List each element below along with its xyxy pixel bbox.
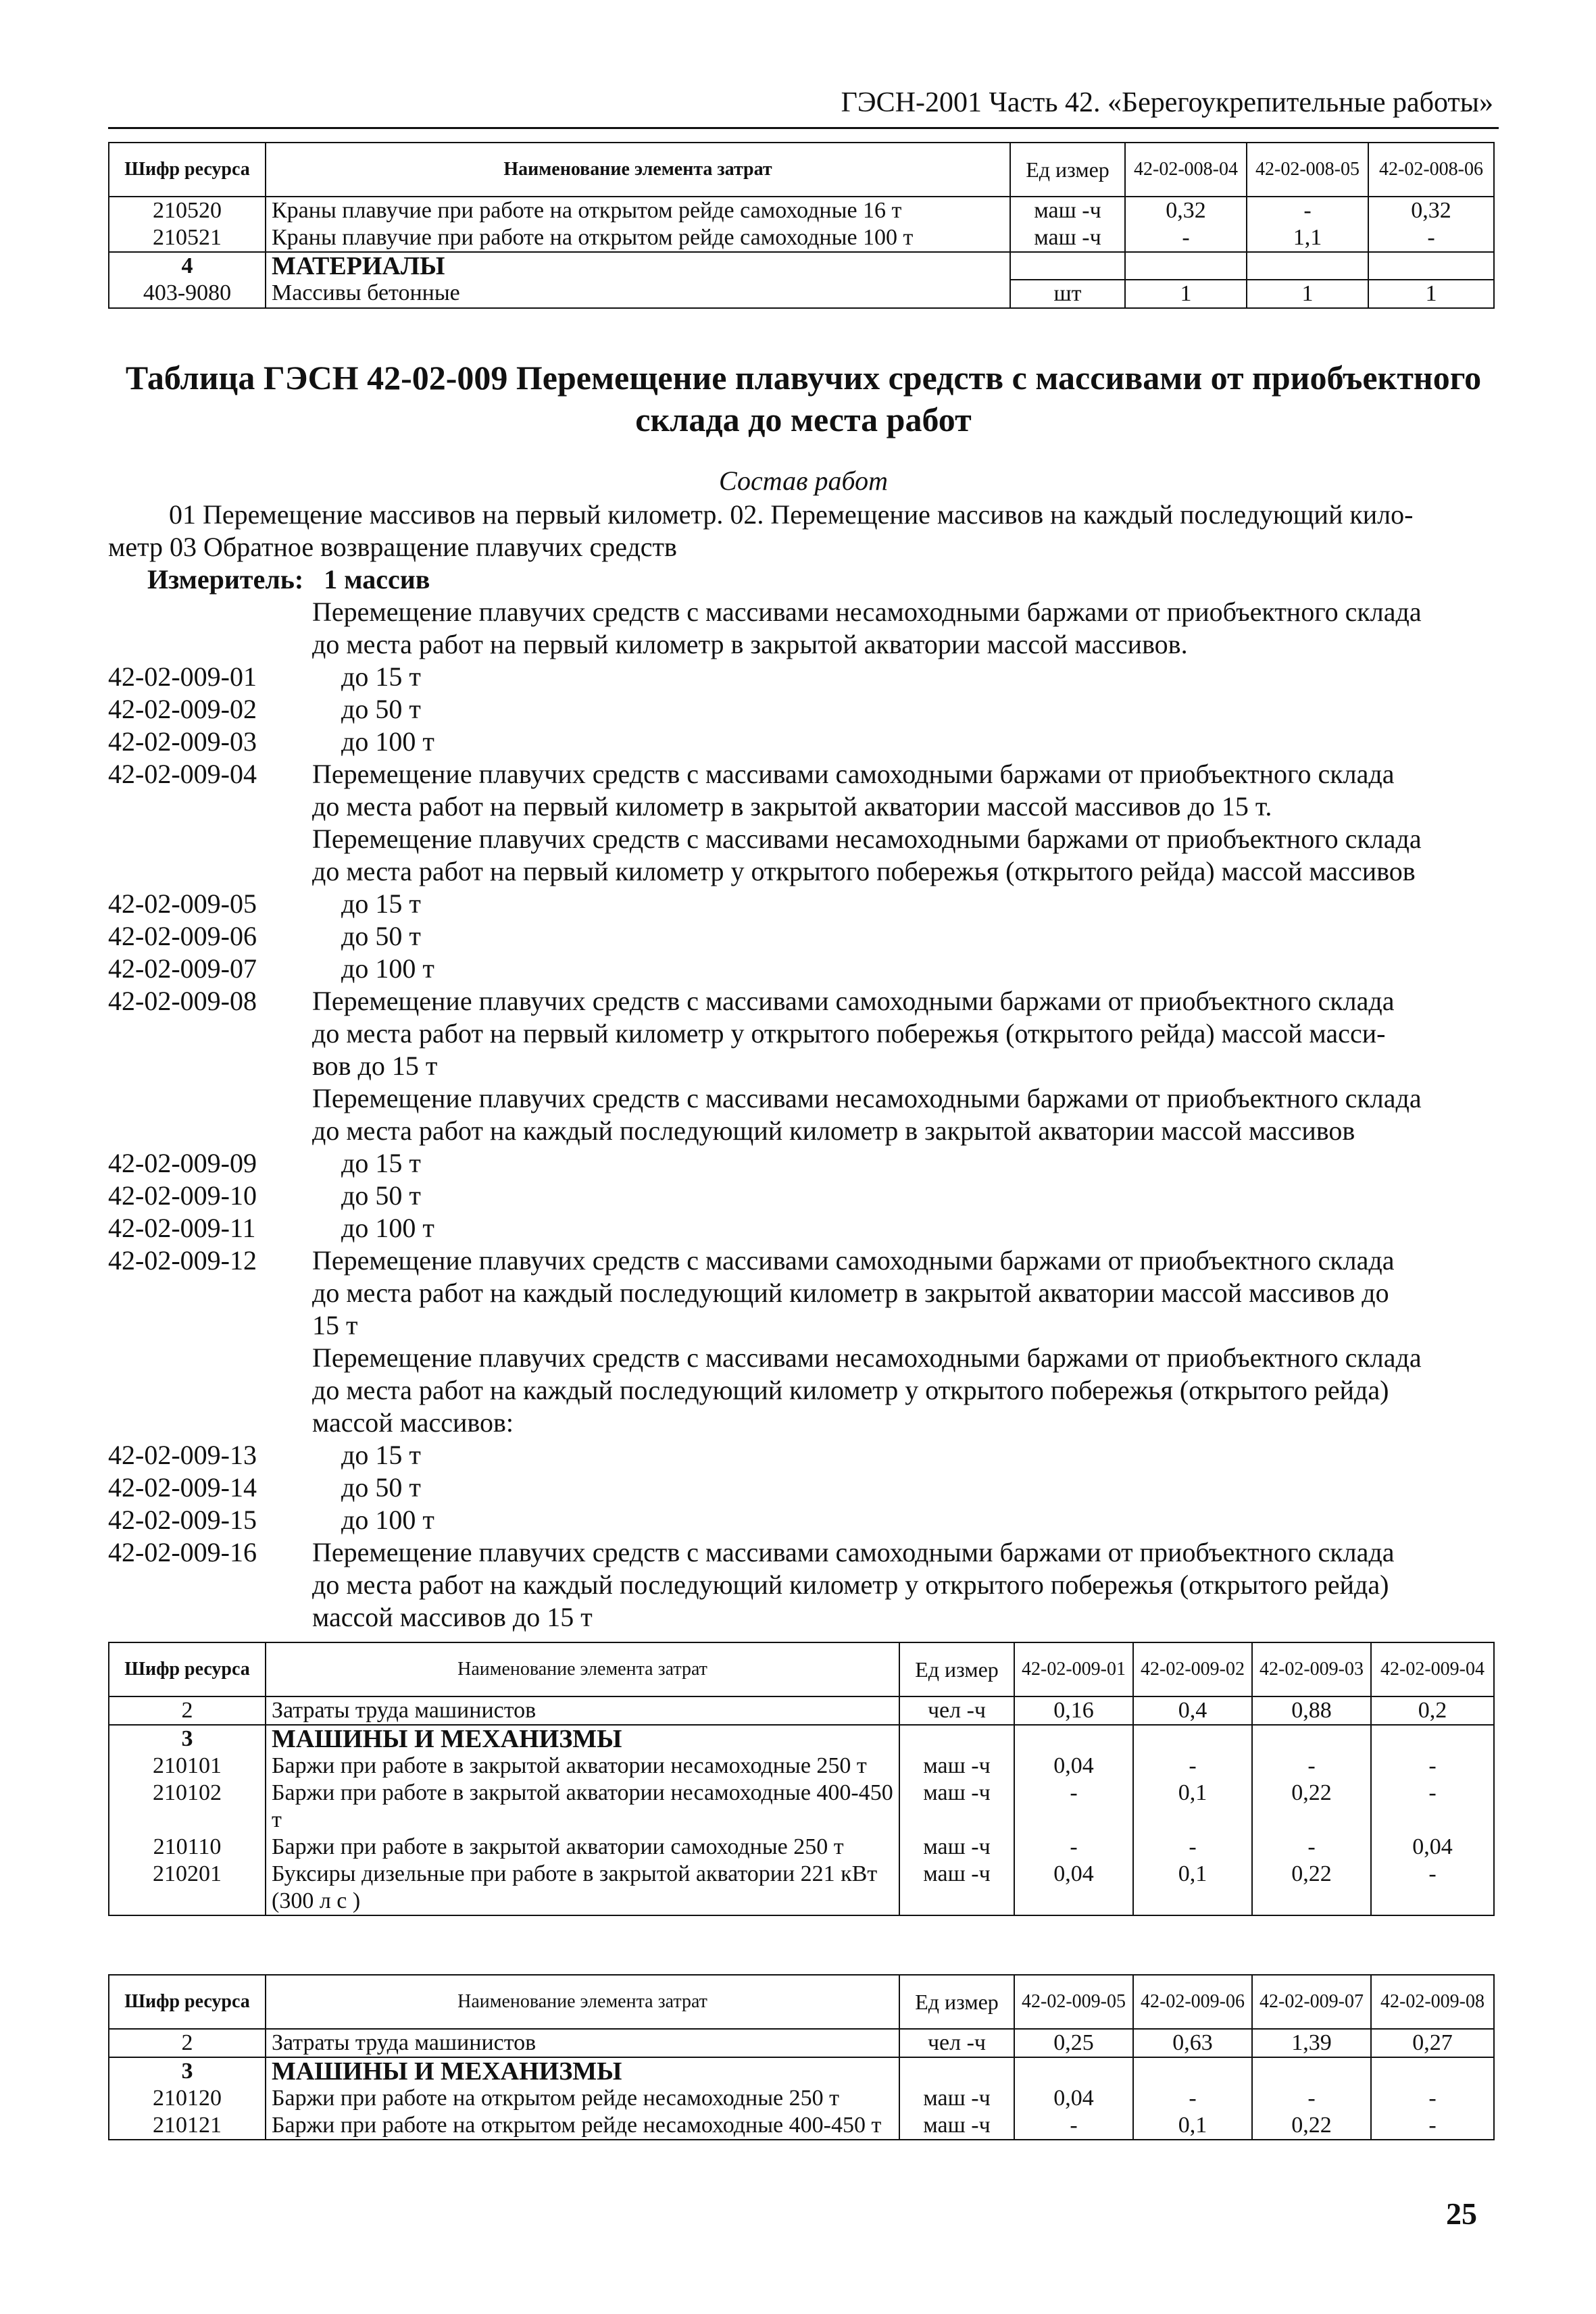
cell-code: 2	[109, 1696, 266, 1725]
item-code: 42-02-009-05	[108, 888, 257, 919]
cell-value: 0,4	[1133, 1696, 1252, 1725]
cell-unit: маш -ч	[899, 1753, 1014, 1780]
cell-code: 3	[109, 1725, 266, 1753]
cell-value: -	[1133, 1753, 1252, 1780]
item-mass: до 100 т	[341, 1213, 434, 1243]
work-composition-line: 01 Перемещение массивов на первый километр. 02. Перемещение массивов на каждый последующий кило-	[169, 499, 1414, 530]
item-mass: до 50 т	[341, 1180, 421, 1211]
item-mass: до 15 т	[341, 888, 421, 919]
cell-value: 0,04	[1014, 2085, 1133, 2112]
running-header: ГЭСН-2001 Часть 42. «Берегоукрепительные работы»	[841, 87, 1493, 118]
cell-value: -	[1371, 2112, 1494, 2140]
cell-unit: маш -ч	[899, 2085, 1014, 2112]
cell-name: Краны плавучие при работе на открытом рейде самоходные 16 т	[266, 197, 1010, 224]
cell-value: 0,63	[1133, 2029, 1252, 2057]
cell-value: -	[1247, 197, 1368, 224]
col-header-norm: 42-02-009-08	[1371, 1975, 1494, 2029]
item-description: массой массивов до 15 т	[312, 1602, 593, 1632]
cell-name: Буксиры дизельные при работе в закрытой акватории 221 кВт (300 л с )	[266, 1861, 899, 1915]
item-description: Перемещение плавучих средств с массивами самоходными баржами от приобъектного склада	[312, 1537, 1395, 1567]
cell-value: 1	[1125, 280, 1247, 308]
col-header-code: Шифр ресурса	[109, 1642, 266, 1696]
cell-unit: маш -ч	[899, 1834, 1014, 1861]
col-header-name: Наименование элемента затрат	[266, 1975, 899, 2029]
item-description: до места работ на первый километр в закрытой акватории массой массивов до 15 т.	[312, 791, 1272, 822]
col-header-code: Шифр ресурса	[109, 143, 266, 197]
item-mass: до 50 т	[341, 1472, 421, 1503]
section-heading: МАШИНЫ И МЕХАНИЗМЫ	[266, 2057, 899, 2085]
item-description: Перемещение плавучих средств с массивами самоходными баржами от приобъектного склада	[312, 1245, 1395, 1276]
cell-value: -	[1371, 1780, 1494, 1834]
cell-value: 0,22	[1252, 1780, 1371, 1834]
item-mass: до 100 т	[341, 953, 434, 984]
col-header-code: Шифр ресурса	[109, 1975, 266, 2029]
col-header-norm: 42-02-009-05	[1014, 1975, 1133, 2029]
col-header-name: Наименование элемента затрат	[266, 143, 1010, 197]
item-description: Перемещение плавучих средств с массивами несамоходными баржами от приобъектного склада	[312, 824, 1422, 854]
cell-value: -	[1014, 1834, 1133, 1861]
item-description: Перемещение плавучих средств с массивами несамоходными баржами от приобъектного склада	[312, 597, 1422, 627]
item-code: 42-02-009-15	[108, 1505, 257, 1535]
cell-value: 0,04	[1014, 1753, 1133, 1780]
col-header-norm: 42-02-009-02	[1133, 1642, 1252, 1696]
item-code: 42-02-009-03	[108, 726, 257, 757]
item-code: 42-02-009-06	[108, 921, 257, 951]
item-mass: до 15 т	[341, 1440, 421, 1470]
cell-unit: маш -ч	[1010, 224, 1125, 252]
cell-name: Баржи при работе в закрытой акватории самоходные 250 т	[266, 1834, 899, 1861]
col-header-unit: Ед измер	[1010, 143, 1125, 197]
cell-value: 0,04	[1014, 1861, 1133, 1915]
cell-name: Баржи при работе на открытом рейде несамоходные 400-450 т	[266, 2112, 899, 2140]
resource-table-009-01-04	[108, 1642, 1495, 1916]
col-header-unit: Ед измер	[899, 1975, 1014, 2029]
work-composition-heading: Состав работ	[719, 466, 888, 496]
cell-value: 1,1	[1247, 224, 1368, 252]
cell-value: -	[1368, 224, 1494, 252]
resource-table-008	[108, 142, 1495, 309]
cell-value: 0,25	[1014, 2029, 1133, 2057]
item-description: массой массивов:	[312, 1407, 514, 1438]
cell-value: 0,22	[1252, 1861, 1371, 1915]
cell-value: -	[1252, 1834, 1371, 1861]
cell-value: 0,22	[1252, 2112, 1371, 2140]
work-composition-line: метр 03 Обратное возвращение плавучих средств	[108, 532, 677, 562]
cell-value: -	[1252, 1753, 1371, 1780]
table-title-line: Таблица ГЭСН 42-02-009 Перемещение плавучих средств с массивами от приобъектного	[125, 359, 1482, 397]
item-mass: до 15 т	[341, 1148, 421, 1178]
cell-value: 1,39	[1252, 2029, 1371, 2057]
cell-code: 4	[109, 252, 266, 280]
meter-value: 1 массив	[324, 564, 430, 595]
cell-value: -	[1252, 2085, 1371, 2112]
cell-unit: маш -ч	[1010, 197, 1125, 224]
cell-code: 210201	[109, 1861, 266, 1915]
cell-value: -	[1014, 1780, 1133, 1834]
col-header-norm: 42-02-008-05	[1247, 143, 1368, 197]
item-mass: до 100 т	[341, 726, 434, 757]
cell-value: 0,04	[1371, 1834, 1494, 1861]
item-code: 42-02-009-07	[108, 953, 257, 984]
col-header-unit: Ед измер	[899, 1642, 1014, 1696]
cell-code: 210120	[109, 2085, 266, 2112]
col-header-norm: 42-02-009-06	[1133, 1975, 1252, 2029]
item-mass: до 50 т	[341, 694, 421, 724]
cell-code: 210110	[109, 1834, 266, 1861]
cell-name: Затраты труда машинистов	[266, 1696, 899, 1725]
item-mass: до 50 т	[341, 921, 421, 951]
cell-value: 0,32	[1125, 197, 1247, 224]
cell-value: -	[1371, 1753, 1494, 1780]
cell-value: 1	[1247, 280, 1368, 308]
table-title	[108, 357, 1499, 441]
cell-value: 0,2	[1371, 1696, 1494, 1725]
item-description: до места работ на первый километр у открытого побережья (открытого рейда) массой массивов	[312, 856, 1416, 886]
cell-code: 403-9080	[109, 280, 266, 308]
item-code: 42-02-009-14	[108, 1472, 257, 1503]
cell-name: Краны плавучие при работе на открытом рейде самоходные 100 т	[266, 224, 1010, 252]
cell-value: 0,16	[1014, 1696, 1133, 1725]
item-description: до места работ на каждый последующий километр в закрытой акватории массой массивов	[312, 1115, 1355, 1146]
item-description: Перемещение плавучих средств с массивами несамоходными баржами от приобъектного склада	[312, 1083, 1422, 1113]
meter-label	[147, 563, 430, 596]
section-heading: МАТЕРИАЛЫ	[266, 252, 1010, 280]
cell-value: 0,27	[1371, 2029, 1494, 2057]
item-code: 42-02-009-16	[108, 1537, 257, 1567]
cell-unit: шт	[1010, 280, 1125, 308]
col-header-norm: 42-02-008-06	[1368, 143, 1494, 197]
cell-name: Баржи при работе в закрытой акватории несамоходные 250 т	[266, 1753, 899, 1780]
cell-code: 2	[109, 2029, 266, 2057]
cell-value: -	[1133, 2085, 1252, 2112]
cell-value: 0,1	[1133, 2112, 1252, 2140]
item-description: до места работ на первый километр в закрытой акватории массой массивов.	[312, 629, 1188, 659]
cell-value: -	[1371, 1861, 1494, 1915]
item-mass: до 15 т	[341, 661, 421, 692]
item-code: 42-02-009-10	[108, 1180, 257, 1211]
item-code: 42-02-009-11	[108, 1213, 256, 1243]
item-description: 15 т	[312, 1310, 358, 1340]
item-code: 42-02-009-13	[108, 1440, 257, 1470]
section-heading: МАШИНЫ И МЕХАНИЗМЫ	[266, 1725, 899, 1753]
cell-unit: маш -ч	[899, 1861, 1014, 1915]
item-mass: до 100 т	[341, 1505, 434, 1535]
col-header-norm: 42-02-009-03	[1252, 1642, 1371, 1696]
cell-name: Баржи при работе на открытом рейде несамоходные 250 т	[266, 2085, 899, 2112]
col-header-norm: 42-02-009-04	[1371, 1642, 1494, 1696]
col-header-name: Наименование элемента затрат	[266, 1642, 899, 1696]
item-description: до места работ на каждый последующий километр у открытого побережья (открытого рейда)	[312, 1569, 1389, 1600]
cell-value: 0,1	[1133, 1861, 1252, 1915]
cell-value: -	[1014, 2112, 1133, 2140]
item-code: 42-02-009-12	[108, 1245, 257, 1276]
item-code: 42-02-009-04	[108, 759, 257, 789]
cell-value: 0,32	[1368, 197, 1494, 224]
col-header-norm: 42-02-009-01	[1014, 1642, 1133, 1696]
item-code: 42-02-009-09	[108, 1148, 257, 1178]
col-header-norm: 42-02-009-07	[1252, 1975, 1371, 2029]
cell-code: 210121	[109, 2112, 266, 2140]
cell-value: -	[1133, 1834, 1252, 1861]
item-code: 42-02-009-02	[108, 694, 257, 724]
page-number: 25	[1446, 2196, 1477, 2231]
cell-code: 210102	[109, 1780, 266, 1834]
cell-code: 210520	[109, 197, 266, 224]
cell-unit: маш -ч	[899, 2112, 1014, 2140]
item-description: Перемещение плавучих средств с массивами самоходными баржами от приобъектного склада	[312, 986, 1395, 1016]
cell-name: Массивы бетонные	[266, 280, 1010, 308]
table-title-line: склада до места работ	[635, 401, 972, 438]
cell-unit: маш -ч	[899, 1780, 1014, 1834]
resource-table-009-05-08	[108, 1974, 1495, 2140]
cell-value: -	[1371, 2085, 1494, 2112]
item-description: до места работ на первый километр у открытого побережья (открытого рейда) массой масси-	[312, 1018, 1386, 1049]
item-description: Перемещение плавучих средств с массивами несамоходными баржами от приобъектного склада	[312, 1342, 1422, 1373]
cell-unit: чел -ч	[899, 2029, 1014, 2057]
cell-unit: чел -ч	[899, 1696, 1014, 1725]
item-description: до места работ на каждый последующий километр у открытого побережья (открытого рейда)	[312, 1375, 1389, 1405]
col-header-norm: 42-02-008-04	[1125, 143, 1247, 197]
item-description: до места работ на каждый последующий километр в закрытой акватории массой массивов до	[312, 1278, 1389, 1308]
header-rule	[108, 127, 1499, 129]
item-description: вов до 15 т	[312, 1051, 438, 1081]
cell-value: 0,88	[1252, 1696, 1371, 1725]
cell-name: Затраты труда машинистов	[266, 2029, 899, 2057]
cell-value: 0,1	[1133, 1780, 1252, 1834]
cell-value: 1	[1368, 280, 1494, 308]
item-code: 42-02-009-01	[108, 661, 257, 692]
item-code: 42-02-009-08	[108, 986, 257, 1016]
cell-name: Баржи при работе в закрытой акватории несамоходные 400-450 т	[266, 1780, 899, 1834]
meter-label-text: Измеритель:	[147, 564, 304, 595]
cell-code: 3	[109, 2057, 266, 2085]
cell-code: 210521	[109, 224, 266, 252]
cell-value: -	[1125, 224, 1247, 252]
cell-code: 210101	[109, 1753, 266, 1780]
item-description: Перемещение плавучих средств с массивами самоходными баржами от приобъектного склада	[312, 759, 1395, 789]
